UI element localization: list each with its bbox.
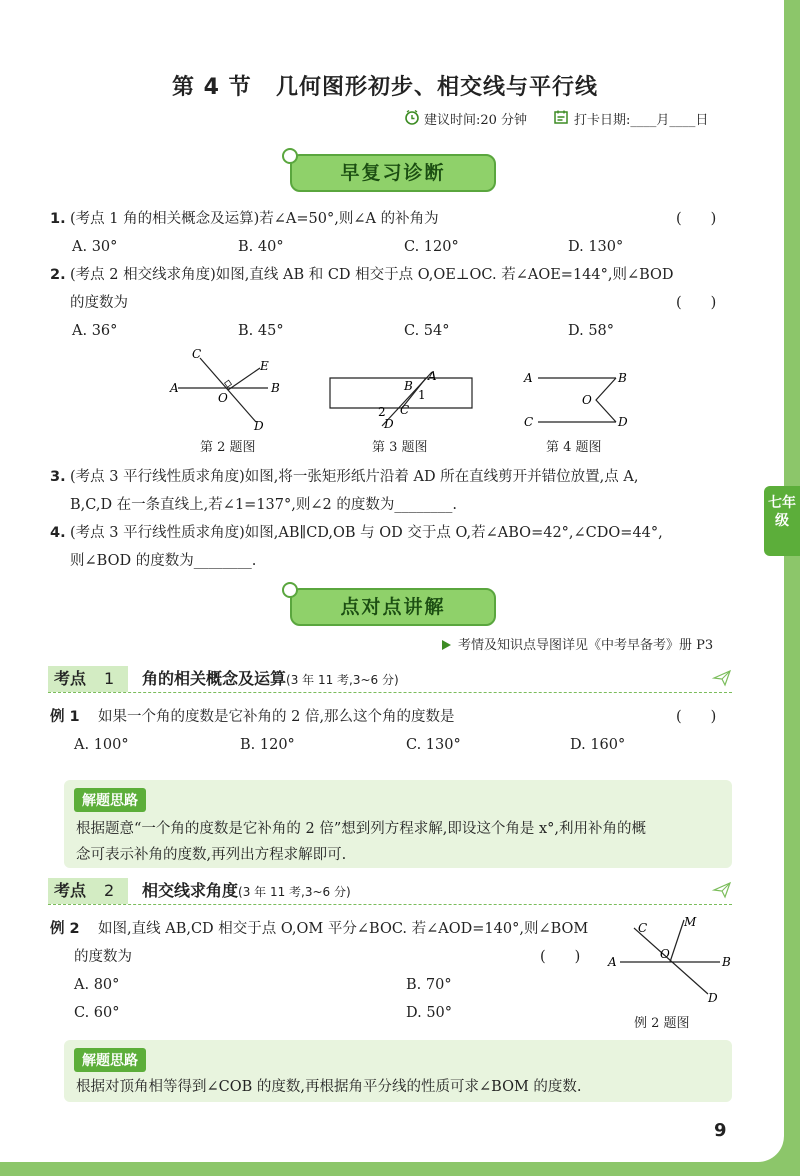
ex2-option-a: A. 80° [74, 977, 120, 993]
fig3-label-a: A [428, 369, 437, 383]
q1-option-a: A. 30° [72, 239, 118, 255]
q4-line-1: (考点 3 平行线性质求角度)如图,AB∥CD,OB 与 OD 交于点 O,若∠ABO=42°,∠CDO=44°, [70, 525, 663, 541]
hint-2-tag: 解题思路 [74, 1048, 146, 1072]
solution-hint-2 [64, 1040, 732, 1102]
banner-early-review [290, 154, 496, 192]
q1-option-d: D. 130° [568, 239, 624, 255]
q2-text: (考点 2 相交线求角度)如图,直线 AB 和 CD 相交于点 O,OE⊥OC. 若∠AOE=144°,则∠BOD [70, 267, 674, 283]
example-2-diagram [604, 914, 738, 1010]
section-number: 第 4 节 [172, 75, 252, 100]
clock-icon [404, 109, 420, 125]
paper-plane-icon [712, 668, 732, 688]
kd2-meta: (3 年 11 考,3~6 分) [238, 885, 351, 899]
hint-1-tag: 解题思路 [74, 788, 146, 812]
q4-number: 4. [50, 525, 66, 541]
q2-bracket: ( ) [676, 295, 717, 311]
clip-icon [282, 148, 298, 164]
q1-bracket: ( ) [676, 211, 717, 227]
kd2-number: 2 [104, 881, 115, 900]
fig3-label-c: C [400, 403, 410, 417]
kd2-label: 考点 [54, 881, 87, 900]
suggested-time: 建议时间:20 分钟 [424, 113, 528, 128]
play-arrow-icon [440, 636, 452, 648]
figure-3-caption: 第 3 题图 [372, 440, 428, 455]
fig2-label-o: O [218, 391, 228, 405]
kd2-title: 相交线求角度 [142, 881, 239, 900]
fig3-label-1: 1 [418, 388, 426, 402]
q2-option-a: A. 36° [72, 323, 118, 339]
calendar-icon [553, 109, 569, 125]
fig4-label-a: A [524, 371, 533, 385]
ex1-option-a: A. 100° [74, 737, 129, 753]
kd1-number: 1 [104, 669, 115, 688]
fig3-label-b: B [404, 379, 413, 393]
q1-number: 1. [50, 211, 66, 227]
grade-tab [764, 486, 800, 556]
figure-4-caption: 第 4 题图 [546, 440, 602, 455]
kd2-bar [48, 878, 732, 905]
ex2-line-1: 如图,直线 AB,CD 相交于点 O,OM 平分∠BOC. 若∠AOD=140°,则∠BOM [98, 921, 589, 937]
ex1-label: 例 1 [50, 709, 80, 725]
banner-point-explain [290, 588, 496, 626]
fig2-label-c: C [192, 347, 202, 361]
fig4-label-o: O [582, 393, 592, 407]
ex2-fig-label-d: D [708, 991, 718, 1005]
kd1-label: 考点 [54, 669, 87, 688]
ex1-option-d: D. 160° [570, 737, 626, 753]
figure-3-diagram [326, 368, 476, 432]
page-number: 9 [714, 1120, 727, 1141]
q3-line-2: B,C,D 在一条直线上,若∠1=137°,则∠2 的度数为________. [70, 497, 457, 513]
q3-line-1: (考点 3 平行线性质求角度)如图,将一张矩形纸片沿着 AD 所在直线剪开并错位放置,点 A, [70, 469, 639, 485]
ex1-bracket: ( ) [676, 709, 717, 725]
fig4-label-b: B [618, 371, 627, 385]
kd2-heading [142, 878, 351, 905]
ex1-option-b: B. 120° [240, 737, 295, 753]
fig4-label-c: C [524, 415, 534, 429]
q1-option-c: C. 120° [404, 239, 459, 255]
page-title: 几何图形初步、相交线与平行线 [276, 75, 599, 100]
kd1-meta: (3 年 11 考,3~6 分) [286, 673, 399, 687]
ex2-line-2: 的度数为 [74, 949, 132, 965]
ex2-fig-label-a: A [608, 955, 617, 969]
clip-icon [282, 582, 298, 598]
q1-option-b: B. 40° [238, 239, 284, 255]
ex2-bracket: ( ) [540, 949, 581, 965]
kd1-label-block [48, 666, 128, 692]
grade-tab-line-2: 级 [775, 513, 789, 529]
solution-hint-1 [64, 780, 732, 868]
kd1-heading [142, 666, 399, 693]
banner-point-explain-label: 点对点讲解 [340, 596, 446, 618]
ex1-option-c: C. 130° [406, 737, 461, 753]
paper-plane-icon [712, 880, 732, 900]
figure-2-diagram [168, 346, 298, 432]
kd1-title: 角的相关概念及运算 [142, 669, 287, 688]
ex2-option-d: D. 50° [406, 1005, 453, 1021]
ex2-option-b: B. 70° [406, 977, 452, 993]
checkin-date: 打卡日期:____月____日 [574, 113, 709, 128]
q3-number: 3. [50, 469, 66, 485]
grade-tab-line-1: 七年 [768, 495, 796, 511]
ex2-fig-label-o: O [660, 947, 670, 961]
q4-line-2: 则∠BOD 的度数为________. [70, 553, 257, 569]
ex2-label: 例 2 [50, 921, 80, 937]
reference-note: 考情及知识点导图详见《中考早备考》册 P3 [458, 638, 714, 653]
ex2-fig-label-m: M [684, 915, 697, 929]
fig4-label-d: D [618, 415, 628, 429]
banner-early-review-label: 早复习诊断 [340, 162, 446, 184]
figure-2-caption: 第 2 题图 [200, 440, 256, 455]
fig2-label-a: A [170, 381, 179, 395]
fig2-label-d: D [254, 419, 264, 433]
q2-option-d: D. 58° [568, 323, 615, 339]
example-2-caption: 例 2 题图 [634, 1016, 690, 1031]
q2-option-b: B. 45° [238, 323, 284, 339]
fig2-label-b: B [271, 381, 280, 395]
fig3-label-2: 2 [378, 405, 386, 419]
ex2-option-c: C. 60° [74, 1005, 120, 1021]
figure-4-diagram [520, 366, 634, 434]
ex1-text: 如果一个角的度数是它补角的 2 倍,那么这个角的度数是 [98, 709, 455, 725]
fig3-label-d: D [384, 417, 394, 431]
q2-number: 2. [50, 267, 66, 283]
q2-text-2: 的度数为 [70, 295, 128, 311]
kd2-label-block [48, 878, 128, 904]
hint-1-line-1: 根据题意“一个角的度数是它补角的 2 倍”想到列方程求解,即设这个角是 x°,利用补角的概 [76, 821, 647, 837]
q2-option-c: C. 54° [404, 323, 450, 339]
ex2-fig-label-c: C [638, 921, 648, 935]
q1-text: (考点 1 角的相关概念及运算)若∠A=50°,则∠A 的补角为 [70, 211, 439, 227]
hint-2-line-1: 根据对顶角相等得到∠COB 的度数,再根据角平分线的性质可求∠BOM 的度数. [76, 1079, 582, 1095]
fig2-label-e: E [260, 359, 269, 373]
hint-1-line-2: 念可表示补角的度数,再列出方程求解即可. [76, 847, 347, 863]
ex2-fig-label-b: B [722, 955, 731, 969]
kd1-bar [48, 666, 732, 693]
